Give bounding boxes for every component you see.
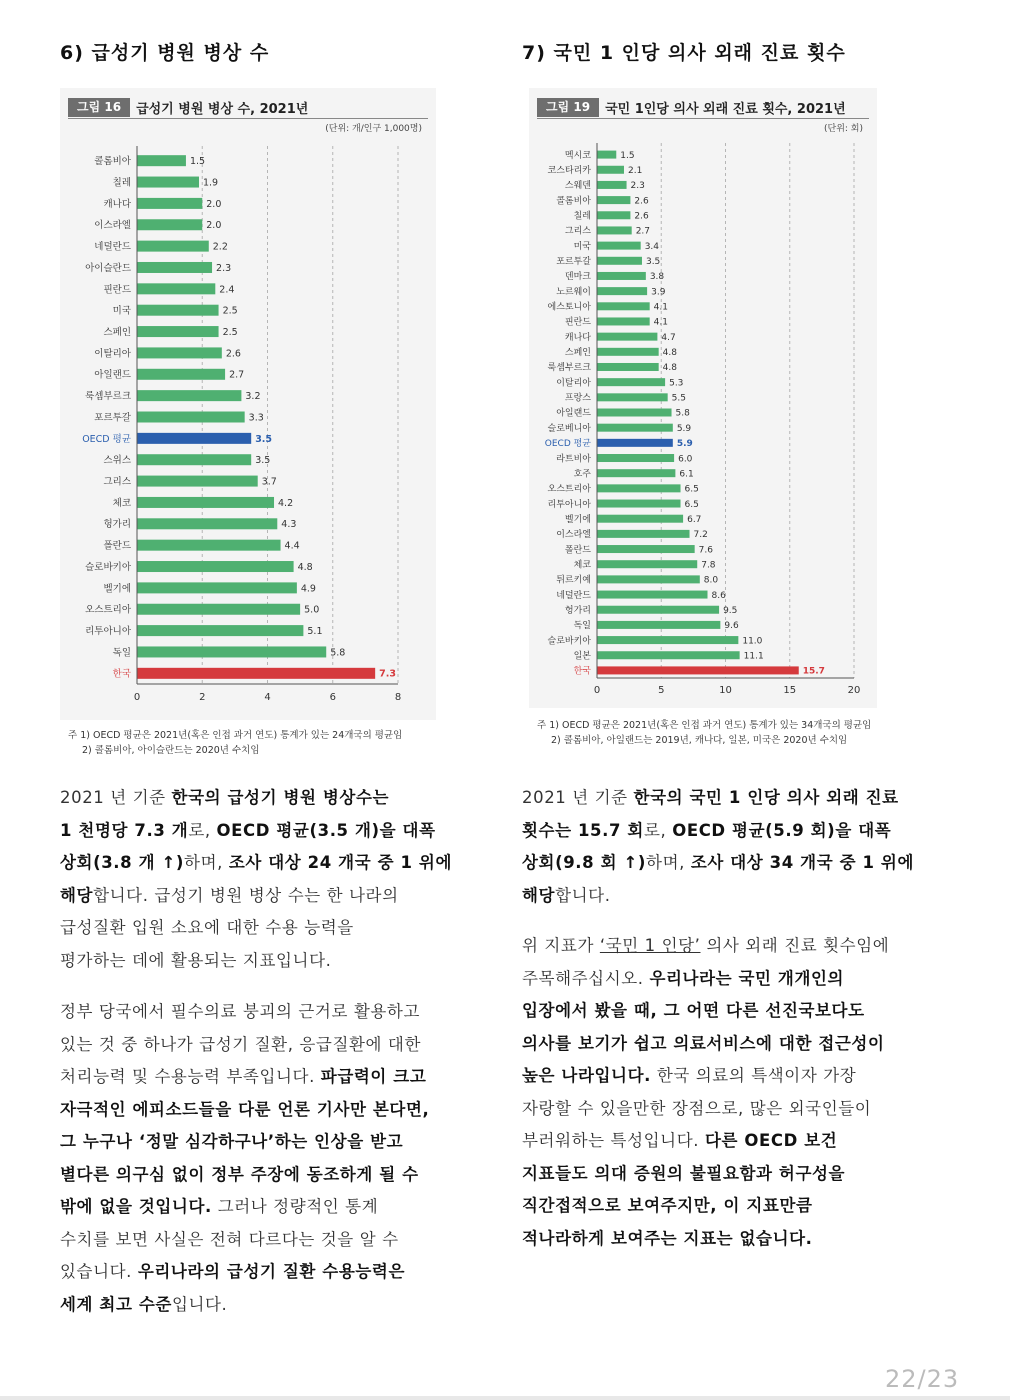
text-run: 2021 년 기준 — [522, 788, 634, 807]
bold-text: 높은 나라입니다. — [522, 1066, 651, 1085]
figure-badge: 그림 16 — [68, 98, 130, 117]
value-label: 11.1 — [743, 651, 764, 662]
text-run: 하며, — [646, 853, 691, 872]
note-line: 2) 콜롬비아, 아일랜드는 2019년, 캐나다, 일본, 미국은 2020년 수치임 — [551, 735, 848, 746]
bottom-divider — [0, 1396, 1010, 1400]
figure-notes — [537, 718, 871, 748]
note-line: 2) 콜롬비아, 아이슬란드는 2020년 수치임 — [82, 745, 260, 756]
bar — [138, 540, 281, 551]
note-line: 주 1) OECD 평균은 2021년(혹은 인접 과거 연도) 통계가 있는 24개국의 평균임 — [68, 730, 403, 741]
value-label: 3.9 — [651, 287, 666, 298]
bar — [598, 530, 690, 538]
category-label: 호주 — [573, 469, 591, 480]
bold-text: 해당 — [60, 885, 94, 905]
bar-chart-outpatient-visits — [529, 88, 877, 708]
bar — [138, 454, 252, 465]
bold-text: 횟수는 15.7 회 — [522, 820, 644, 840]
category-label: 그리스 — [103, 476, 131, 488]
x-tick-label: 4 — [264, 692, 271, 703]
bold-text: 자극적인 에피소드들을 다룬 언론 기사만 본다면, — [60, 1099, 430, 1119]
bar — [138, 262, 213, 273]
text-run: 평가하는 데에 활용되는 지표입니다. — [60, 950, 332, 970]
figure-title: 급성기 병원 병상 수, 2021년 — [136, 102, 309, 117]
value-label: 2.4 — [219, 284, 235, 296]
value-label: 2.0 — [206, 198, 222, 210]
category-label: 스웨덴 — [564, 181, 591, 192]
value-label: 5.0 — [304, 604, 320, 616]
paragraph-acute-argument — [60, 996, 500, 1321]
text-line — [522, 1223, 952, 1256]
category-label: 슬로바키아 — [547, 636, 591, 647]
value-label: 6.1 — [679, 469, 694, 480]
value-label: 6.7 — [687, 514, 702, 525]
bar — [598, 242, 641, 250]
text-line — [522, 930, 952, 963]
value-label: 7.2 — [693, 530, 708, 541]
category-label: 콜롬비아 — [94, 156, 131, 168]
bar — [138, 646, 327, 657]
value-label: 2.5 — [222, 305, 238, 317]
category-label: 콜롬비아 — [556, 196, 591, 207]
value-label: 7.6 — [698, 545, 713, 556]
bar — [598, 621, 721, 629]
section-heading-outpatient-visits: 7) 국민 1 인당 의사 외래 진료 횟수 — [522, 42, 846, 64]
bar — [138, 369, 226, 380]
bold-text: 상회(3.8 개 ↑) — [60, 853, 185, 872]
text-line — [60, 1224, 500, 1257]
text-run: 있는 것 중 하나가 급성기 질환, 응급질환에 대한 — [60, 1034, 421, 1054]
bar — [598, 226, 632, 234]
value-label: 4.1 — [653, 317, 669, 328]
bar — [598, 363, 659, 371]
figure-outpatient-visits — [529, 88, 877, 746]
bar — [598, 257, 642, 265]
value-label: 4.9 — [300, 583, 316, 595]
text-run: 입니다. — [171, 1294, 228, 1314]
text-run: 그러나 정량적인 통계 — [211, 1197, 379, 1216]
bar — [138, 219, 203, 230]
category-label: 아이슬란드 — [85, 262, 131, 274]
category-label: 체코 — [112, 497, 131, 509]
value-label: 2.6 — [634, 211, 649, 222]
bar — [598, 484, 681, 492]
text-run: 로, — [188, 820, 217, 840]
category-label: 아일랜드 — [94, 369, 131, 381]
text-line — [60, 1029, 500, 1062]
value-label: 4.1 — [653, 302, 669, 313]
text-run: 처리능력 및 수용능력 부족입니다. — [60, 1067, 321, 1086]
text-line — [60, 1191, 500, 1224]
bold-text: 우리나라의 급성기 질환 수용능력은 — [137, 1262, 405, 1281]
bold-text: 지표들도 의대 증원의 불필요함과 허구성을 — [522, 1163, 846, 1183]
value-label: 2.1 — [627, 165, 643, 176]
text-run: 있습니다. — [60, 1262, 138, 1281]
category-label: 핀란드 — [564, 317, 591, 328]
value-label: 3.5 — [255, 433, 273, 445]
category-label: 폴란드 — [103, 540, 131, 552]
bold-text: 상회(9.8 회 ↑) — [522, 853, 647, 872]
category-label: 미국 — [112, 305, 131, 317]
bar — [598, 409, 672, 417]
value-label: 8.6 — [711, 590, 726, 601]
text-line — [60, 1289, 500, 1322]
bar — [138, 476, 258, 487]
category-label: 한국 — [112, 668, 131, 680]
figure-badge: 그림 19 — [537, 98, 599, 117]
value-label: 15.7 — [802, 666, 825, 677]
bold-text: 조사 대상 24 개국 중 1 위에 — [228, 853, 452, 872]
figure-title: 국민 1인당 의사 외래 진료 횟수, 2021년 — [605, 102, 846, 117]
bar — [598, 469, 676, 477]
value-label: 3.5 — [255, 455, 271, 467]
bar — [138, 604, 301, 615]
category-label: 덴마크 — [564, 272, 591, 283]
category-label: OECD 평균 — [82, 433, 131, 445]
bar — [598, 651, 740, 659]
bar — [138, 412, 245, 423]
bar — [138, 241, 209, 252]
category-label: 스페인 — [103, 326, 131, 338]
x-tick-label: 20 — [847, 685, 861, 696]
value-label: 8.0 — [703, 575, 719, 586]
category-label: 룩셈부르크 — [547, 363, 591, 374]
text-run: 합니다. 급성기 병원 병상 수는 한 나라의 — [93, 885, 399, 905]
text-line — [522, 995, 952, 1028]
text-line — [522, 1190, 952, 1223]
category-label: 멕시코 — [564, 150, 591, 161]
bold-text: 파급력이 크고 — [320, 1067, 427, 1086]
page-number: 22/23 — [885, 1365, 960, 1393]
value-label: 2.6 — [225, 348, 241, 360]
bar — [598, 211, 631, 219]
bold-text: 한국의 급성기 병원 병상수는 — [171, 788, 390, 807]
value-label: 5.1 — [307, 626, 323, 638]
bar — [598, 666, 799, 674]
category-label: 그리스 — [564, 226, 591, 237]
bar — [138, 326, 219, 337]
x-tick-label: 2 — [199, 692, 206, 703]
text-line — [60, 782, 500, 815]
bar — [598, 515, 684, 523]
value-label: 4.2 — [278, 497, 294, 509]
value-label: 2.3 — [216, 262, 232, 274]
category-label: 이탈리아 — [556, 378, 591, 389]
text-line — [60, 1061, 500, 1094]
value-label: 1.9 — [202, 177, 219, 189]
value-label: 6.5 — [684, 499, 699, 510]
value-label: 4.8 — [662, 363, 678, 374]
note-line: 주 1) OECD 평균은 2021년(혹은 인접 과거 연도) 통계가 있는 34개국의 평균임 — [537, 720, 872, 731]
bold-text: 해당 — [522, 885, 556, 905]
text-line — [60, 996, 500, 1029]
category-label: 포르투갈 — [556, 257, 591, 268]
category-label: 스위스 — [103, 455, 131, 467]
bold-text: 그 누구나 ‘정말 심각하구나’하는 인상을 받고 — [60, 1132, 404, 1151]
text-line — [522, 815, 952, 848]
bar — [598, 151, 617, 159]
bar — [598, 636, 739, 644]
value-label: 2.7 — [635, 226, 651, 237]
bar-chart-acute-beds — [60, 88, 436, 720]
bar — [598, 424, 673, 432]
bar — [598, 575, 700, 583]
x-tick-label: 0 — [593, 685, 601, 696]
category-label: 아일랜드 — [556, 408, 591, 419]
category-label: 포르투갈 — [94, 412, 131, 424]
paragraph-acute-summary — [60, 782, 500, 977]
bar — [598, 545, 695, 553]
category-label: 캐나다 — [564, 332, 591, 343]
value-label: 4.8 — [297, 561, 313, 573]
figure-notes — [68, 728, 402, 758]
bar — [598, 166, 624, 174]
text-run: 한국 의료의 특색이자 가장 — [651, 1066, 857, 1085]
bold-text: 세계 최고 수준 — [60, 1294, 172, 1314]
category-label: 헝가리 — [103, 519, 131, 531]
category-label: 독일 — [112, 647, 131, 659]
value-label: 5.8 — [330, 647, 346, 659]
value-label: 5.9 — [676, 439, 693, 450]
category-label: 칠레 — [112, 177, 131, 189]
bold-text: OECD 평균(5.9 회)을 대폭 — [672, 820, 892, 840]
bar — [138, 283, 216, 294]
value-label: 6.5 — [684, 484, 699, 495]
text-line — [60, 945, 500, 978]
value-label: 4.4 — [284, 540, 300, 552]
value-label: 3.4 — [644, 241, 660, 252]
value-label: 2.5 — [222, 326, 238, 338]
category-label: 칠레 — [573, 211, 591, 222]
bold-text: 별다른 의구심 없이 정부 주장에 동조하게 될 수 — [60, 1164, 419, 1184]
category-label: 스페인 — [564, 348, 591, 359]
value-label: 2.2 — [212, 241, 228, 253]
category-label: 코스타리카 — [547, 165, 591, 176]
value-label: 4.7 — [661, 332, 676, 343]
figure-unit: (단위: 회) — [824, 124, 863, 134]
text-line — [60, 912, 500, 945]
text-line — [522, 880, 952, 913]
value-label: 5.9 — [676, 423, 692, 434]
text-line — [60, 1256, 500, 1289]
text-line — [522, 1158, 952, 1191]
bar — [138, 177, 199, 188]
bar — [598, 560, 698, 568]
bar — [138, 582, 297, 593]
bold-text: 조사 대상 34 개국 중 1 위에 — [690, 853, 914, 872]
category-label: 룩셈부르크 — [85, 391, 131, 403]
value-label: 4.8 — [662, 348, 678, 359]
value-label: 3.8 — [649, 272, 665, 283]
category-label: OECD 평균 — [544, 439, 591, 450]
text-run: 2021 년 기준 — [60, 788, 172, 807]
bar — [598, 317, 650, 325]
category-label: 프랑스 — [564, 393, 591, 404]
x-tick-label: 0 — [133, 692, 141, 703]
text-line — [522, 1060, 952, 1093]
category-label: 폴란드 — [564, 545, 591, 556]
bold-text: 1 천명당 7.3 개 — [60, 820, 189, 840]
category-label: 독일 — [573, 621, 591, 632]
category-label: 튀르키예 — [556, 575, 591, 586]
category-label: 이스라엘 — [94, 220, 131, 232]
text-line — [60, 847, 500, 880]
bold-text: 우리나라는 국민 개개인의 — [649, 968, 845, 988]
value-label: 3.3 — [248, 412, 264, 424]
category-label: 한국 — [573, 666, 591, 677]
text-line — [60, 1094, 500, 1127]
value-label: 2.7 — [229, 369, 245, 381]
bar — [598, 606, 720, 614]
text-run: 로, — [643, 820, 673, 840]
value-label: 1.5 — [189, 156, 206, 168]
figure-unit: (단위: 개/인구 1,000명) — [325, 124, 422, 134]
x-tick-label: 6 — [329, 692, 336, 703]
value-label: 5.5 — [671, 393, 687, 404]
text-line — [522, 782, 952, 815]
bar — [138, 305, 219, 316]
bar — [598, 439, 673, 447]
text-line — [60, 815, 500, 848]
paragraph-outpatient-summary — [522, 782, 952, 912]
bar — [598, 333, 658, 341]
bold-text: 한국의 국민 1 인당 의사 외래 진료 — [633, 788, 899, 807]
value-label: 11.0 — [742, 636, 763, 647]
category-label: 리투아니아 — [547, 499, 591, 510]
category-label: 노르웨이 — [556, 287, 591, 298]
bar — [138, 390, 242, 401]
value-label: 9.6 — [724, 621, 739, 632]
category-label: 라트비아 — [556, 454, 591, 465]
text-line — [60, 1159, 500, 1192]
category-label: 네덜란드 — [556, 590, 591, 601]
value-label: 7.8 — [701, 560, 716, 571]
text-run: 하며, — [184, 853, 229, 872]
category-label: 체코 — [573, 560, 591, 571]
value-label: 2.3 — [630, 181, 645, 192]
bar — [138, 625, 304, 636]
value-label: 3.2 — [245, 391, 261, 403]
category-label: 미국 — [573, 241, 591, 252]
bold-text: 다른 OECD 보건 — [704, 1131, 838, 1150]
category-label: 일본 — [573, 651, 591, 662]
value-label: 1.5 — [620, 150, 635, 161]
bar — [598, 454, 675, 462]
bold-text: 적나라하게 보여주는 지표는 없습니다. — [522, 1228, 813, 1248]
text-line — [60, 880, 500, 913]
bold-text: 밖에 없을 것입니다. — [60, 1197, 212, 1216]
text-run: ‘국민 1 인당’ — [599, 936, 701, 955]
value-label: 5.8 — [675, 408, 690, 419]
bar — [138, 668, 376, 679]
category-label: 캐나다 — [103, 198, 131, 210]
value-label: 3.7 — [261, 476, 277, 488]
figure-acute-beds — [60, 88, 436, 756]
bar — [138, 347, 222, 358]
category-label: 이스라엘 — [556, 530, 591, 541]
bar — [598, 393, 668, 401]
text-run: 수치를 보면 사실은 전혀 다르다는 것을 알 수 — [60, 1229, 399, 1249]
category-label: 네덜란드 — [94, 241, 131, 253]
text-run: 의사 외래 진료 횟수임에 — [700, 936, 890, 955]
text-run: 급성질환 입원 소요에 대한 수용 능력을 — [60, 918, 354, 937]
value-label: 5.3 — [669, 378, 684, 389]
bar — [598, 591, 708, 599]
text-line — [522, 1125, 952, 1158]
text-line — [522, 963, 952, 996]
category-label: 오스트리아 — [85, 604, 131, 616]
section-heading-acute-beds: 6) 급성기 병원 병상 수 — [60, 42, 270, 64]
value-label: 4.3 — [281, 519, 297, 531]
category-label: 벨기에 — [103, 583, 131, 595]
value-label: 7.3 — [379, 668, 397, 680]
category-label: 이탈리아 — [94, 348, 131, 360]
bar — [138, 518, 278, 529]
category-label: 에스토니아 — [547, 302, 591, 313]
category-label: 리투아니아 — [85, 626, 131, 638]
category-label: 오스트리아 — [547, 484, 591, 495]
bar — [138, 561, 294, 572]
paragraph-outpatient-argument — [522, 930, 952, 1255]
value-label: 3.5 — [645, 257, 661, 268]
text-run: 위 지표가 — [522, 936, 600, 955]
value-label: 2.0 — [206, 220, 222, 232]
text-line — [522, 1028, 952, 1061]
bar — [138, 497, 275, 508]
text-run: 주목해주십시오. — [522, 968, 650, 988]
category-label: 헝가리 — [564, 605, 591, 616]
category-label: 슬로바키아 — [85, 561, 131, 573]
text-line — [522, 1093, 952, 1126]
value-label: 9.5 — [723, 605, 738, 616]
text-run: 정부 당국에서 필수의료 붕괴의 근거로 활용하고 — [60, 1002, 421, 1021]
text-line — [522, 847, 952, 880]
text-run: 자랑할 수 있을만한 장점으로, 많은 외국인들이 — [522, 1098, 872, 1118]
bar — [598, 272, 646, 280]
bar — [598, 500, 681, 508]
category-label: 벨기에 — [564, 514, 591, 525]
bold-text: OECD 평균(3.5 개)을 대폭 — [216, 820, 436, 840]
bar — [138, 155, 186, 166]
bold-text: 입장에서 봤을 때, 그 어떤 다른 선진국보다도 — [522, 1001, 865, 1020]
value-label: 6.0 — [678, 454, 693, 465]
x-tick-label: 5 — [658, 685, 665, 696]
x-tick-label: 15 — [783, 685, 797, 696]
bold-text: 의사를 보기가 쉽고 의료서비스에 대한 접근성이 — [522, 1033, 885, 1053]
x-tick-label: 8 — [394, 692, 402, 703]
bar — [598, 196, 631, 204]
bold-text: 직간접적으로 보여주지만, 이 지표만큼 — [522, 1196, 813, 1215]
x-tick-label: 10 — [719, 685, 732, 696]
text-run: 부러워하는 특성입니다. — [522, 1131, 705, 1150]
bar — [598, 181, 627, 189]
bar — [598, 302, 650, 310]
value-label: 2.6 — [634, 196, 649, 207]
category-label: 슬로베니아 — [547, 423, 591, 434]
bar — [598, 287, 648, 295]
bar — [598, 348, 659, 356]
bar — [138, 433, 252, 444]
bar — [138, 198, 203, 209]
bar — [598, 378, 666, 386]
category-label: 핀란드 — [103, 284, 131, 296]
text-run: 합니다. — [555, 885, 611, 905]
text-line — [60, 1126, 500, 1159]
